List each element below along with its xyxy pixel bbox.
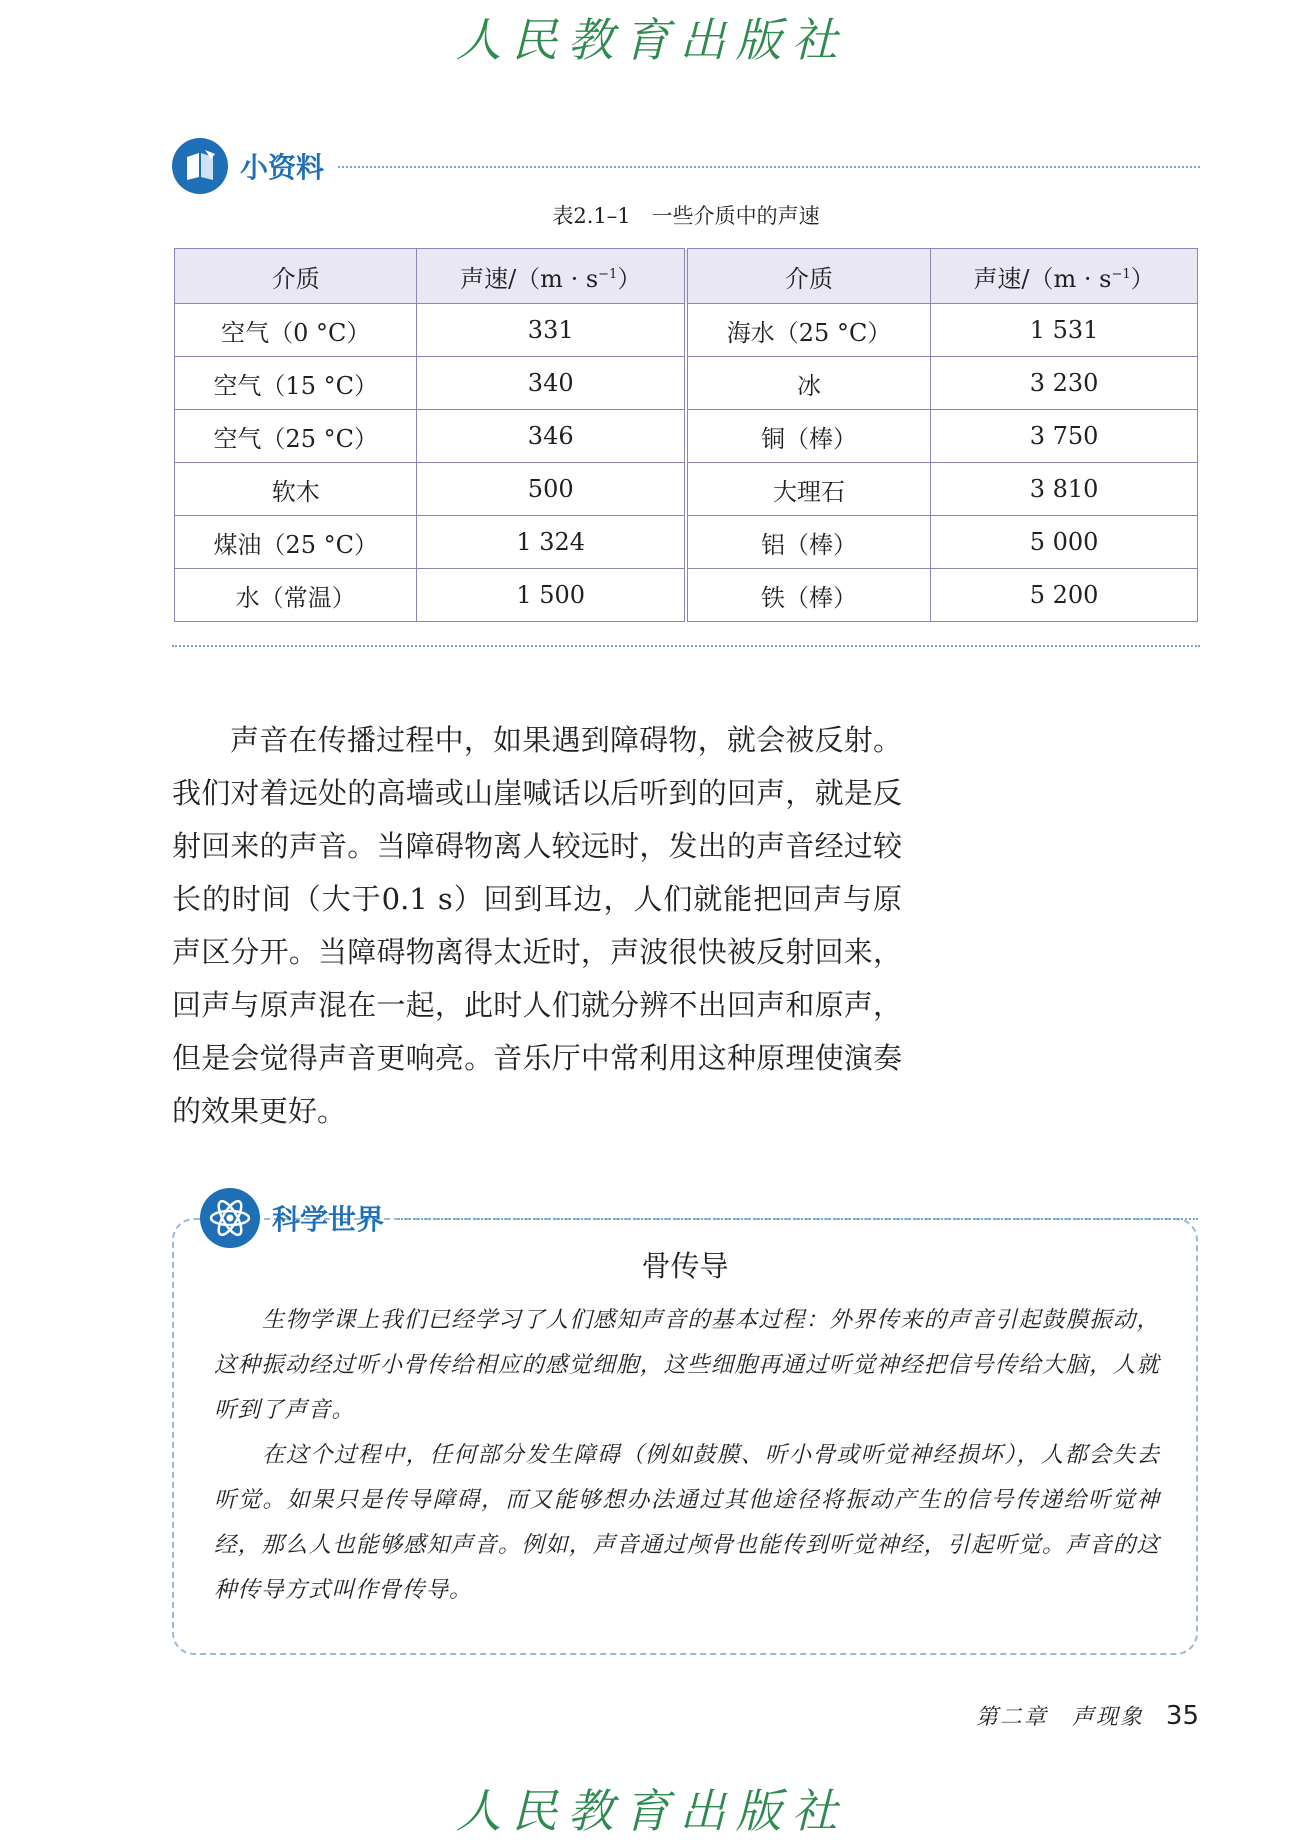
speed-cell: 5 200 — [931, 569, 1198, 622]
header-speed-right: 声速$/(m \cdot s^{-1})$ — [931, 249, 1198, 304]
speed-cell: 3 810 — [931, 463, 1198, 516]
medium-cell: 铁（棒） — [686, 569, 931, 622]
table-row — [175, 410, 1198, 463]
echo-paragraph: 声音在传播过程中，如果遇到障碍物，就会被反射。我们对着远处的高墙或山崖喊话以后听到的回声，就是反射回来的声音。当障碍物离人较远时，发出的声音经过较长的时间（大于0.1 s）回到耳边，人们就能把回声与原声区分开。当障碍物离得太近时，声波很快被反射回来，回声与原声混在一起，此时人们就分辨不出回声和原声，但是会觉得声音更响亮。音乐厅中常利用这种原理使演奏的效果更好。 — [172, 723, 902, 1128]
header-speed-left: 声速$/(m \cdot s^{-1})$ — [417, 249, 686, 304]
table-header-row — [175, 249, 1198, 304]
speed-cell: 340 — [417, 357, 686, 410]
article-title: 骨传导 — [641, 1249, 729, 1283]
speed-cell: 3 750 — [931, 410, 1198, 463]
resource-section-header — [172, 138, 1200, 194]
book-icon — [172, 138, 228, 194]
speed-cell: 331 — [417, 304, 686, 357]
medium-cell: 空气（0 °C） — [175, 304, 417, 357]
medium-cell: 空气（15 °C） — [175, 357, 417, 410]
medium-cell: 水（常温） — [175, 569, 417, 622]
table-row — [175, 569, 1198, 622]
header-medium-right: 介质 — [686, 249, 931, 304]
page-number: 35 — [1165, 1701, 1199, 1731]
speed-cell: 1 531 — [931, 304, 1198, 357]
publisher-watermark-top: 人民教育出版社 — [455, 13, 848, 67]
section-divider — [338, 166, 1200, 168]
medium-cell: 煤油（25 °C） — [175, 516, 417, 569]
medium-cell: 冰 — [686, 357, 931, 410]
medium-cell: 空气（25 °C） — [175, 410, 417, 463]
medium-cell: 铜（棒） — [686, 410, 931, 463]
table-row — [175, 357, 1198, 410]
medium-cell: 软木 — [175, 463, 417, 516]
medium-cell: 铝（棒） — [686, 516, 931, 569]
resource-section-title: 小资料 — [240, 151, 325, 184]
sound-speed-table — [174, 248, 1198, 622]
speed-cell: 3 230 — [931, 357, 1198, 410]
science-paragraph-2: 在这个过程中，任何部分发生障碍（例如鼓膜、听小骨或听觉神经损坏），人都会失去听觉。如果只是传导障碍，而又能够想办法通过其他途径将振动产生的信号传递给听觉神经，那么人也能够感知声音。例如，声音通过颅骨也能传到听觉神经，引起听觉。声音的这种传导方式叫作骨传导。 — [214, 1442, 1160, 1603]
speed-cell: 5 000 — [931, 516, 1198, 569]
medium-cell: 大理石 — [686, 463, 931, 516]
science-section-title: 科学世界 — [272, 1203, 385, 1236]
chapter-label: 第二章 声现象 — [975, 1705, 1144, 1730]
speed-cell: 346 — [417, 410, 686, 463]
speed-cell: 500 — [417, 463, 686, 516]
science-section-header — [200, 1188, 1198, 1248]
page-footer — [976, 1700, 1199, 1731]
atom-icon — [200, 1188, 260, 1248]
header-medium-left: 介质 — [175, 249, 417, 304]
science-paragraph-1: 生物学课上我们已经学习了人们感知声音的基本过程：外界传来的声音引起鼓膜振动，这种振动经过听小骨传给相应的感觉细胞，这些细胞再通过听觉神经把信号传给大脑，人就听到了声音。 — [214, 1307, 1160, 1423]
medium-cell: 海水（25 °C） — [686, 304, 931, 357]
section-divider-bottom — [172, 645, 1200, 647]
table-row — [175, 304, 1198, 357]
table-row — [175, 516, 1198, 569]
table-row — [175, 463, 1198, 516]
publisher-watermark-bottom: 人民教育出版社 — [455, 1784, 848, 1838]
speed-cell: 1 324 — [417, 516, 686, 569]
section-divider — [398, 1218, 1198, 1220]
speed-cell: 1 500 — [417, 569, 686, 622]
table-caption: 表2.1–1 一些介质中的声速 — [552, 204, 820, 228]
